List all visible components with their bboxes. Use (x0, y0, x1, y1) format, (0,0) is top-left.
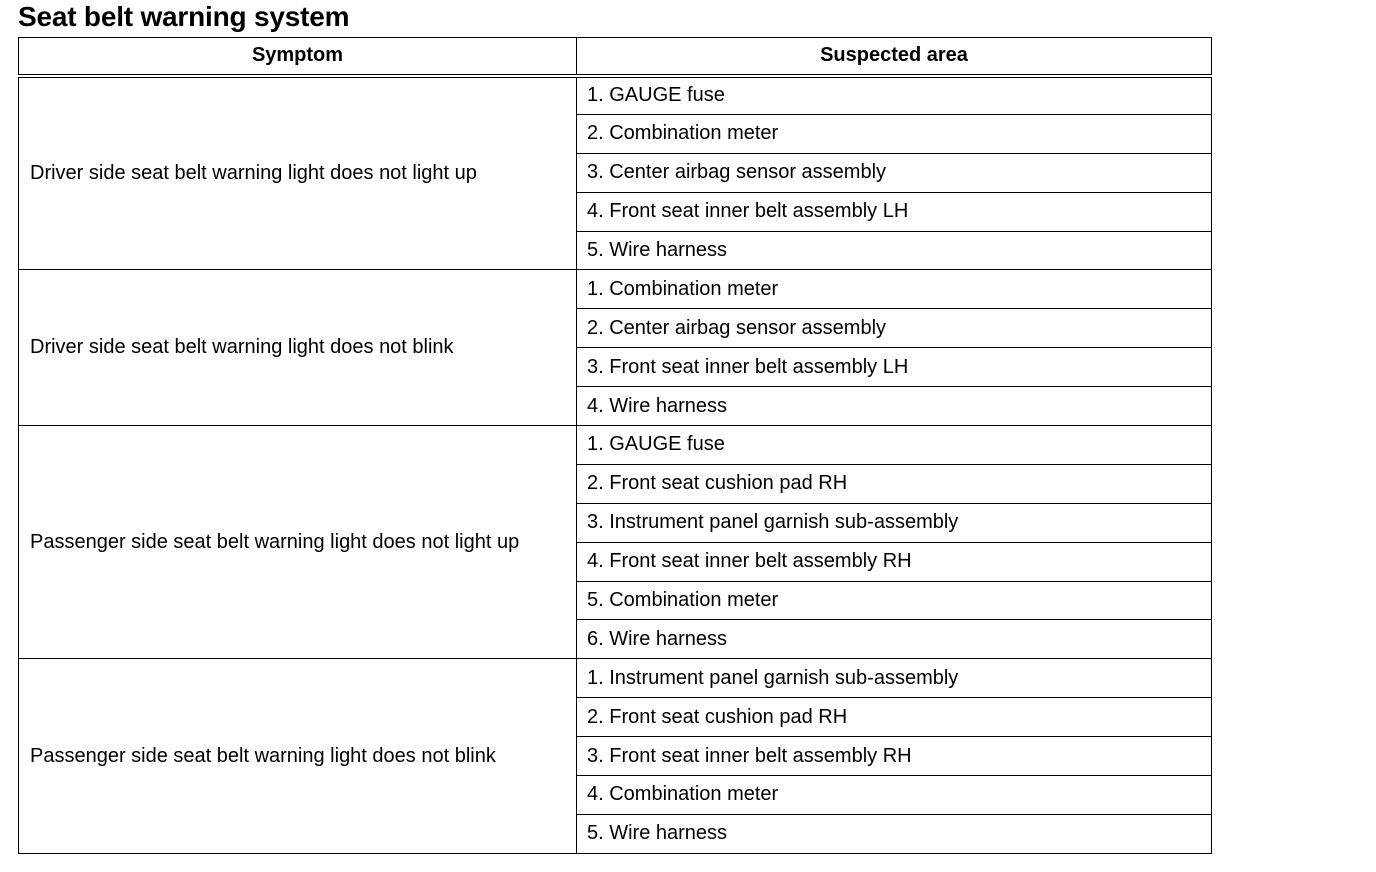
symptom-cell: Driver side seat belt warning light does not light up (19, 76, 577, 270)
table-row (19, 426, 1212, 465)
symptom-cell: Driver side seat belt warning light does not blink (19, 270, 577, 426)
suspected-area-cell: 6. Wire harness (577, 620, 1212, 659)
suspected-area-cell: 4. Wire harness (577, 387, 1212, 426)
troubleshooting-table (18, 37, 1212, 854)
table-row (19, 659, 1212, 698)
suspected-area-cell: 5. Wire harness (577, 231, 1212, 270)
suspected-area-cell: 3. Front seat inner belt assembly RH (577, 737, 1212, 776)
suspected-area-cell: 3. Center airbag sensor assembly (577, 153, 1212, 192)
table-row (19, 270, 1212, 309)
table-row (19, 76, 1212, 115)
suspected-area-cell: 1. GAUGE fuse (577, 76, 1212, 115)
table-header (19, 38, 1212, 76)
page-title: Seat belt warning system (18, 1, 350, 32)
header-row (19, 38, 1212, 76)
symptom-cell: Passenger side seat belt warning light does not light up (19, 426, 577, 659)
suspected-area-cell: 2. Center airbag sensor assembly (577, 309, 1212, 348)
suspected-area-cell: 3. Front seat inner belt assembly LH (577, 348, 1212, 387)
symptom-column-header: Symptom (19, 38, 577, 76)
suspected-area-cell: 2. Combination meter (577, 114, 1212, 153)
symptom-cell: Passenger side seat belt warning light does not blink (19, 659, 577, 853)
suspected-area-cell: 4. Front seat inner belt assembly LH (577, 192, 1212, 231)
suspected-area-cell: 2. Front seat cushion pad RH (577, 464, 1212, 503)
suspected-area-cell: 4. Front seat inner belt assembly RH (577, 542, 1212, 581)
suspected-area-cell: 5. Combination meter (577, 581, 1212, 620)
suspected-area-cell: 4. Combination meter (577, 776, 1212, 815)
suspected-area-cell: 1. Combination meter (577, 270, 1212, 309)
suspected-area-cell: 1. Instrument panel garnish sub-assembly (577, 659, 1212, 698)
troubleshooting-table-container (18, 37, 1211, 854)
suspected-area-cell: 1. GAUGE fuse (577, 426, 1212, 465)
table-body (19, 76, 1212, 854)
suspected-area-cell: 3. Instrument panel garnish sub-assembly (577, 503, 1212, 542)
suspected-area-cell: 5. Wire harness (577, 814, 1212, 853)
suspected-area-column-header: Suspected area (577, 38, 1212, 76)
suspected-area-cell: 2. Front seat cushion pad RH (577, 698, 1212, 737)
